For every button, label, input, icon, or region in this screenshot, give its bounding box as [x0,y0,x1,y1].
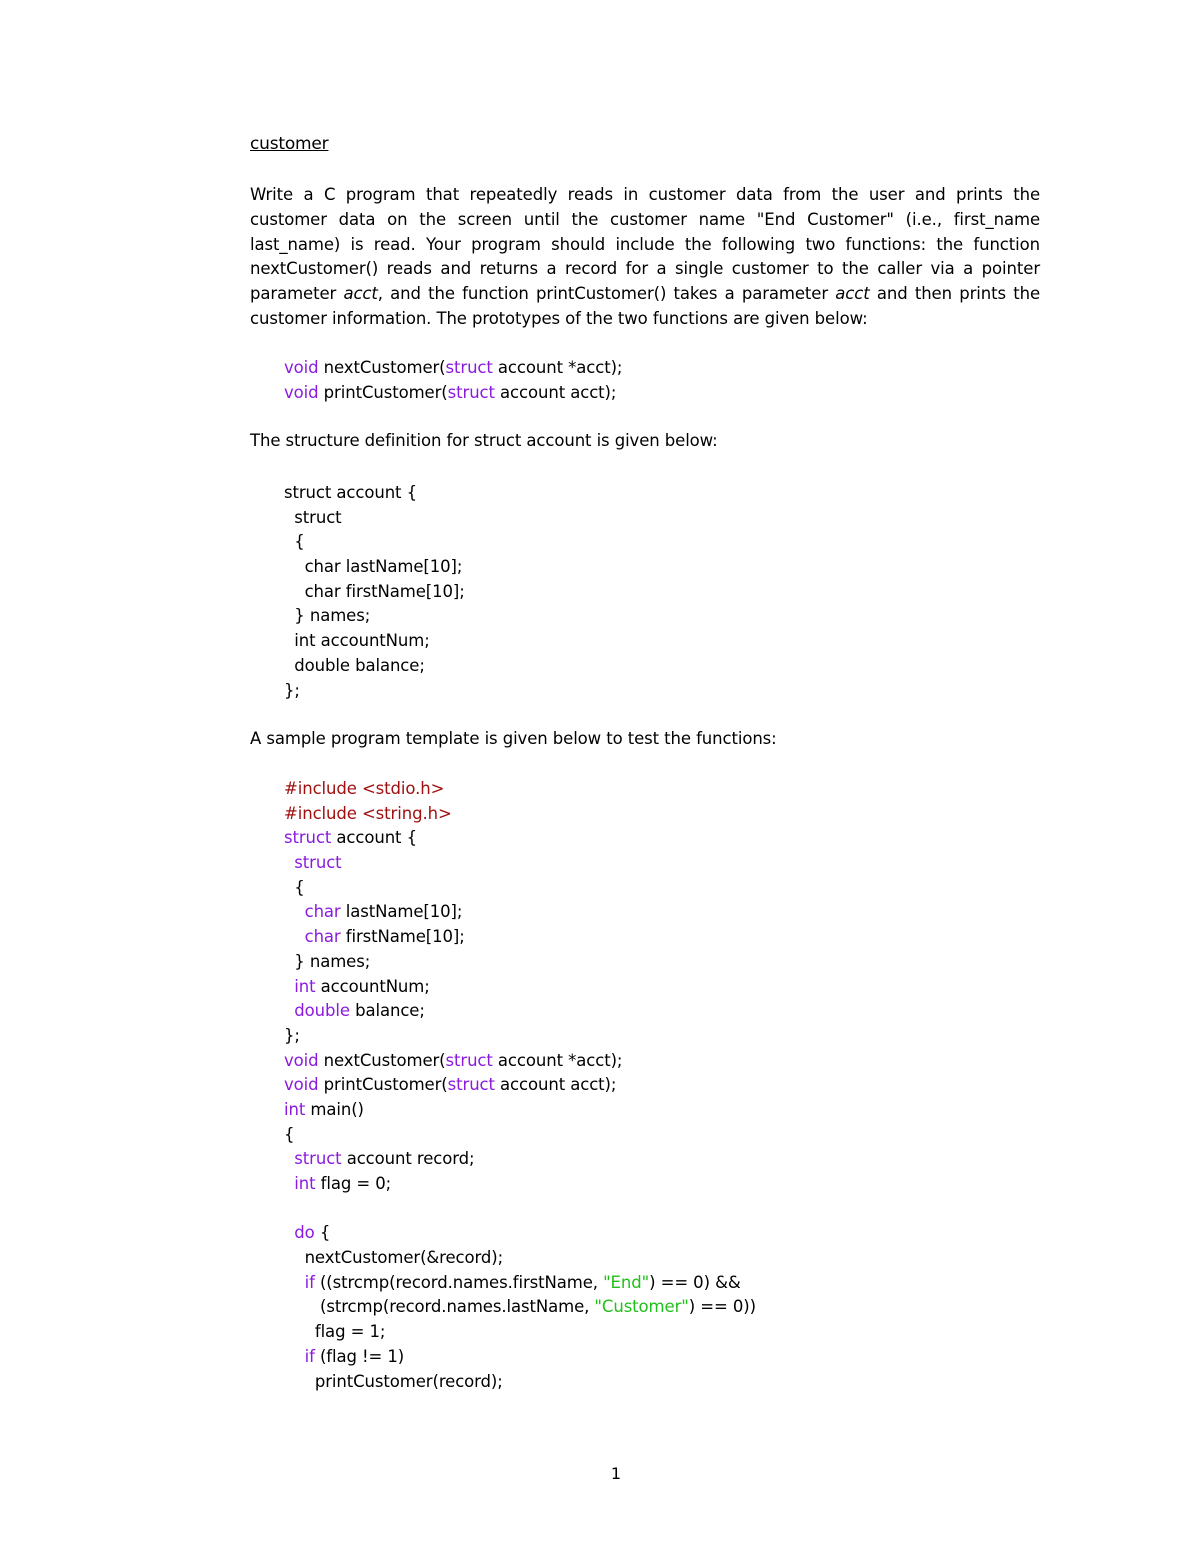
code-line: }; [284,680,300,700]
prototype-block [284,356,622,405]
code-line: #include <string.h> [284,803,452,823]
template-intro: A sample program template is given below to test the functions: [250,729,777,748]
code-line: void nextCustomer(struct account *acct); [284,1050,623,1070]
code-line: char lastName[10]; [284,557,463,577]
code-line: (strcmp(record.names.lastName, "Customer") == 0)) [284,1297,756,1317]
code-line: } names; [284,951,371,971]
code-line: } names; [284,606,371,626]
code-line: do { [294,1223,331,1243]
structure-intro: The structure definition for struct account is given below: [250,431,718,450]
code-line: { [284,532,305,552]
problem-description [250,183,1040,332]
code-line: struct account { [284,483,417,502]
code-line: }; [284,1025,300,1045]
code-line: flag = 1; [284,1322,386,1342]
struct-definition-block [284,481,465,703]
code-line: struct [294,853,342,873]
code-line: { [284,877,305,897]
code-line: int flag = 0; [294,1174,392,1193]
intro-text-3: and then prints the customer information. The prototypes of the two functions are given below: [250,284,1040,328]
code-line: struct account record; [294,1149,475,1169]
code-line: struct [284,507,342,527]
code-line: int accountNum; [294,976,430,996]
code-line: double balance; [294,1001,425,1021]
code-line: char firstName[10]; [284,581,465,601]
page-title: customer [250,134,329,154]
prototype-line: void nextCustomer(struct account *acct); [284,358,623,377]
code-line: char firstName[10]; [304,927,465,947]
code-line: nextCustomer(&record); [284,1248,504,1268]
code-line: struct account { [284,828,417,848]
code-line: int main() [284,1099,364,1119]
code-line: int accountNum; [284,631,430,651]
code-line: void printCustomer(struct account acct); [284,1075,617,1095]
code-line: double balance; [284,655,425,675]
prototype-line: void printCustomer(struct account acct); [284,382,617,402]
intro-text-1: Write a C program that repeatedly reads in customer data from the user and prints the customer data on the screen until the customer name "End Customer" (i.e., first_name last_name) is read. Your program should include the following two functions: the function nextCustomer() reads and returns a record for a single customer to the caller via a pointer parameter [250,185,1040,304]
code-line: char lastName[10]; [304,902,463,922]
program-template-block [284,777,756,1394]
intro-text-2: , and the function printCustomer() takes a parameter [377,284,836,304]
code-line-blank [284,1197,756,1222]
param-acct-2: acct [835,284,870,304]
code-line: if ((strcmp(record.names.firstName, "End") == 0) && [304,1272,741,1292]
code-line: { [284,1124,295,1144]
code-line: printCustomer(record); [284,1371,503,1391]
page-number: 1 [610,1464,622,1483]
param-acct-1: acct [343,284,378,304]
code-line: if (flag != 1) [304,1346,405,1366]
code-line: #include <stdio.h> [284,779,445,798]
